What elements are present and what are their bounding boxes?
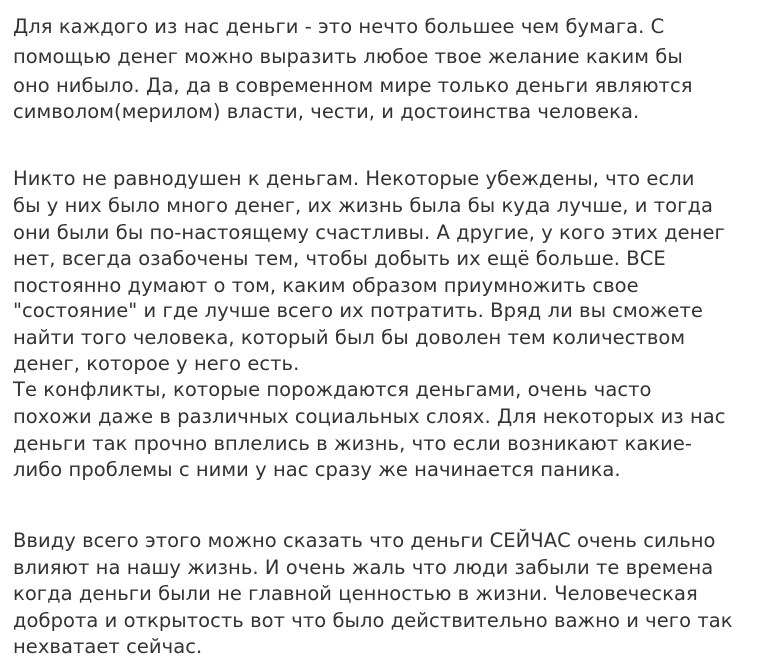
text-line: они были бы по-настоящему счастливы. А другие, у кого этих денег: [13, 221, 725, 244]
text-line: найти того человека, который был бы доволен тем количеством: [13, 326, 686, 349]
text-line: влияют на нашу жизнь. И очень жаль что люди забыли те времена: [13, 556, 714, 579]
text-line: Те конфликты, которые порождаются деньгами, очень часто: [13, 378, 652, 401]
text-line: "состояние" и где лучше всего их потратить. Вряд ли вы сможете: [13, 299, 703, 322]
text-line: нехватает сейчас.: [13, 635, 203, 658]
text-line: помощью денег можно выразить любое твое желание каким бы: [13, 45, 683, 68]
text-line: денег, которое у него есть.: [13, 352, 300, 375]
text-line: нет, всегда озабочены тем, чтобы добыть их ещё больше. ВСЕ: [13, 247, 666, 270]
text-line: постоянно думают о том, каким образом приумножить свое: [13, 274, 639, 297]
text-line: Для каждого из нас деньги - это нечто большее чем бумага. С: [13, 15, 665, 38]
text-line: символом(мерилом) власти, чести, и достоинства человека.: [13, 100, 640, 123]
text-line: бы у них было много денег, их жизнь была бы куда лучше, и тогда: [13, 194, 713, 217]
text-line: Никто не равнодушен к деньгам. Некоторые убеждены, что если: [13, 167, 695, 190]
text-line: Ввиду всего этого можно сказать что деньги СЕЙЧАС очень сильно: [13, 529, 716, 552]
text-line: доброта и открытость вот что было действительно важно и чего так: [13, 609, 733, 632]
text-line: либо проблемы с ними у нас сразу же начинается паника.: [13, 458, 621, 481]
text-line: когда деньги были не главной ценностью в жизни. Человеческая: [13, 582, 698, 605]
text-line: деньги так прочно вплелись в жизнь, что если возникают какие-: [13, 432, 693, 455]
text-line: оно нибыло. Да, да в современном мире только деньги являются: [13, 74, 693, 97]
text-line: похожи даже в различных социальных слоях. Для некоторых из нас: [13, 405, 726, 428]
